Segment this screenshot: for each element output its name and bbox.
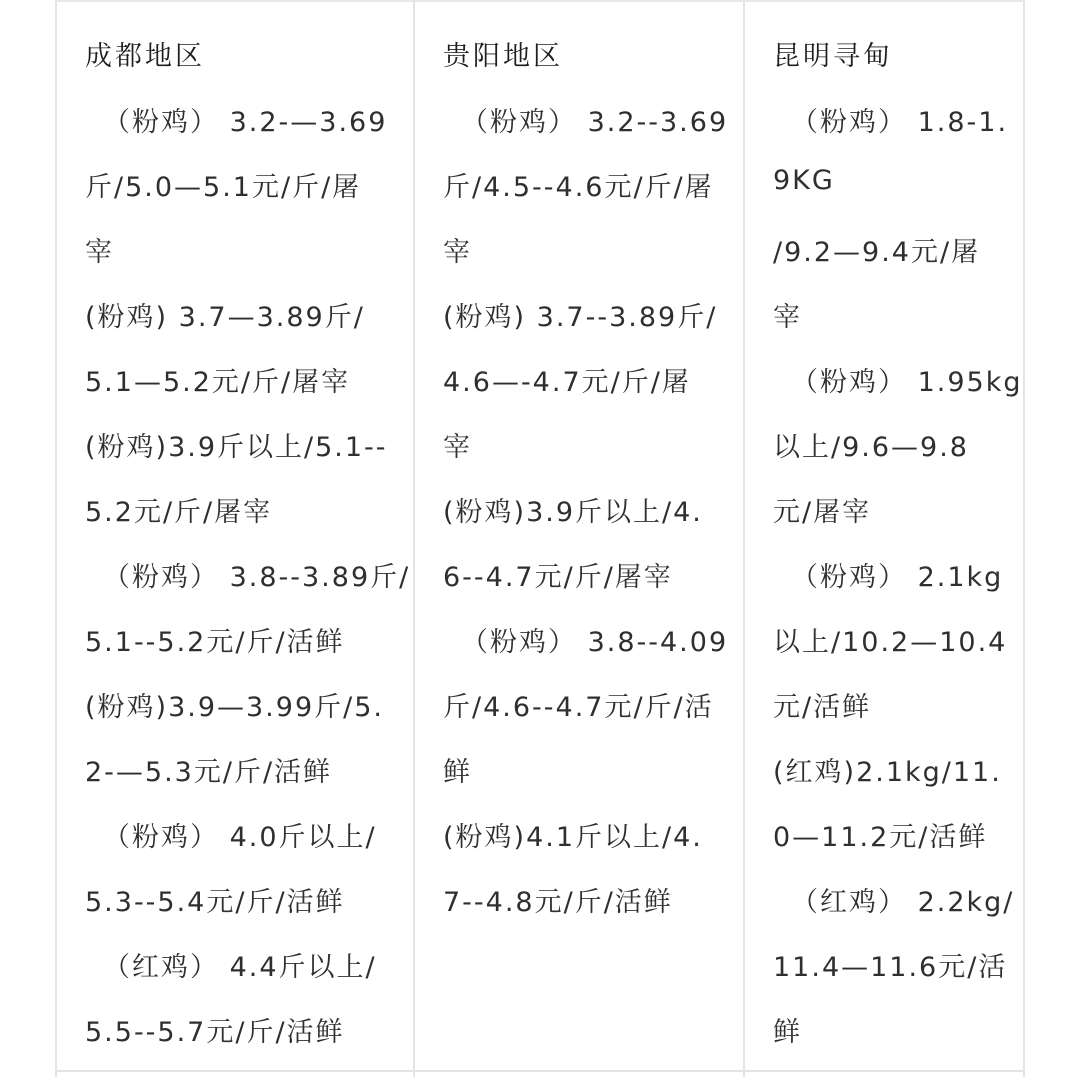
table-line: 宰 bbox=[85, 237, 114, 268]
table-line: 以上/10.2—10.4 bbox=[773, 627, 1008, 658]
table-line: 斤/5.0—5.1元/斤/屠 bbox=[85, 172, 362, 203]
table-line: 鲜 bbox=[443, 757, 472, 788]
table-line: 斤/4.5--4.6元/斤/屠 bbox=[443, 172, 714, 203]
table-line: 0—11.2元/活鲜 bbox=[773, 822, 988, 853]
table-line: /9.2—9.4元/屠 bbox=[773, 237, 981, 268]
table-line: （粉鸡） 4.0斤以上/ bbox=[103, 822, 377, 853]
table-line: (粉鸡) 3.7--3.89斤/ bbox=[443, 302, 718, 333]
table-line: 宰 bbox=[773, 302, 802, 333]
table-line: 鲜 bbox=[773, 1017, 802, 1048]
table-bottom-border bbox=[55, 1070, 1025, 1072]
table-line: （粉鸡） 3.2--3.69 bbox=[461, 107, 729, 138]
table-line: （粉鸡） 1.8-1. bbox=[791, 107, 1009, 138]
column-header: 贵阳地区 bbox=[443, 41, 563, 72]
table-line: 5.5--5.7元/斤/活鲜 bbox=[85, 1017, 345, 1048]
table-line: 9KG bbox=[773, 165, 835, 196]
table-line: （红鸡） 4.4斤以上/ bbox=[103, 952, 377, 983]
column-header: 成都地区 bbox=[85, 41, 205, 72]
table-line: (红鸡)2.1kg/11. bbox=[773, 757, 1002, 788]
column-kunming bbox=[745, 0, 1023, 1077]
table-line: (粉鸡)4.1斤以上/4. bbox=[443, 822, 703, 853]
table-line: (粉鸡) 3.7—3.89斤/ bbox=[85, 302, 365, 333]
price-table bbox=[55, 0, 1025, 1077]
table-line: （粉鸡） 3.8--3.89斤/ bbox=[103, 562, 411, 593]
table-line: 以上/9.6—9.8 bbox=[773, 432, 969, 463]
table-line: (粉鸡)3.9—3.99斤/5. bbox=[85, 692, 384, 723]
table-line: （粉鸡） 1.95kg bbox=[791, 367, 1023, 398]
table-line: （粉鸡） 2.1kg bbox=[791, 562, 1004, 593]
table-line: 6--4.7元/斤/屠宰 bbox=[443, 562, 673, 593]
table-line: 5.3--5.4元/斤/活鲜 bbox=[85, 887, 345, 918]
table-line: （红鸡） 2.2kg/ bbox=[791, 887, 1015, 918]
column-chengdu bbox=[57, 0, 415, 1077]
table-line: 2-—5.3元/斤/活鲜 bbox=[85, 757, 333, 788]
column-header: 昆明寻甸 bbox=[773, 41, 893, 72]
table-line: (粉鸡)3.9斤以上/4. bbox=[443, 497, 703, 528]
table-line: (粉鸡)3.9斤以上/5.1-- bbox=[85, 432, 388, 463]
table-line: 5.1—5.2元/斤/屠宰 bbox=[85, 367, 351, 398]
table-line: 5.2元/斤/屠宰 bbox=[85, 497, 273, 528]
table-line: 7--4.8元/斤/活鲜 bbox=[443, 887, 673, 918]
table-line: 4.6—-4.7元/斤/屠 bbox=[443, 367, 691, 398]
column-guiyang bbox=[415, 0, 745, 1077]
table-line: 元/活鲜 bbox=[773, 692, 872, 723]
table-line: （粉鸡） 3.8--4.09 bbox=[461, 627, 729, 658]
table-line: 斤/4.6--4.7元/斤/活 bbox=[443, 692, 714, 723]
table-line: 5.1--5.2元/斤/活鲜 bbox=[85, 627, 345, 658]
table-line: 宰 bbox=[443, 432, 472, 463]
table-line: 宰 bbox=[443, 237, 472, 268]
table-line: 元/屠宰 bbox=[773, 497, 872, 528]
table-line: （粉鸡） 3.2-—3.69 bbox=[103, 107, 388, 138]
table-line: 11.4—11.6元/活 bbox=[773, 952, 1008, 983]
